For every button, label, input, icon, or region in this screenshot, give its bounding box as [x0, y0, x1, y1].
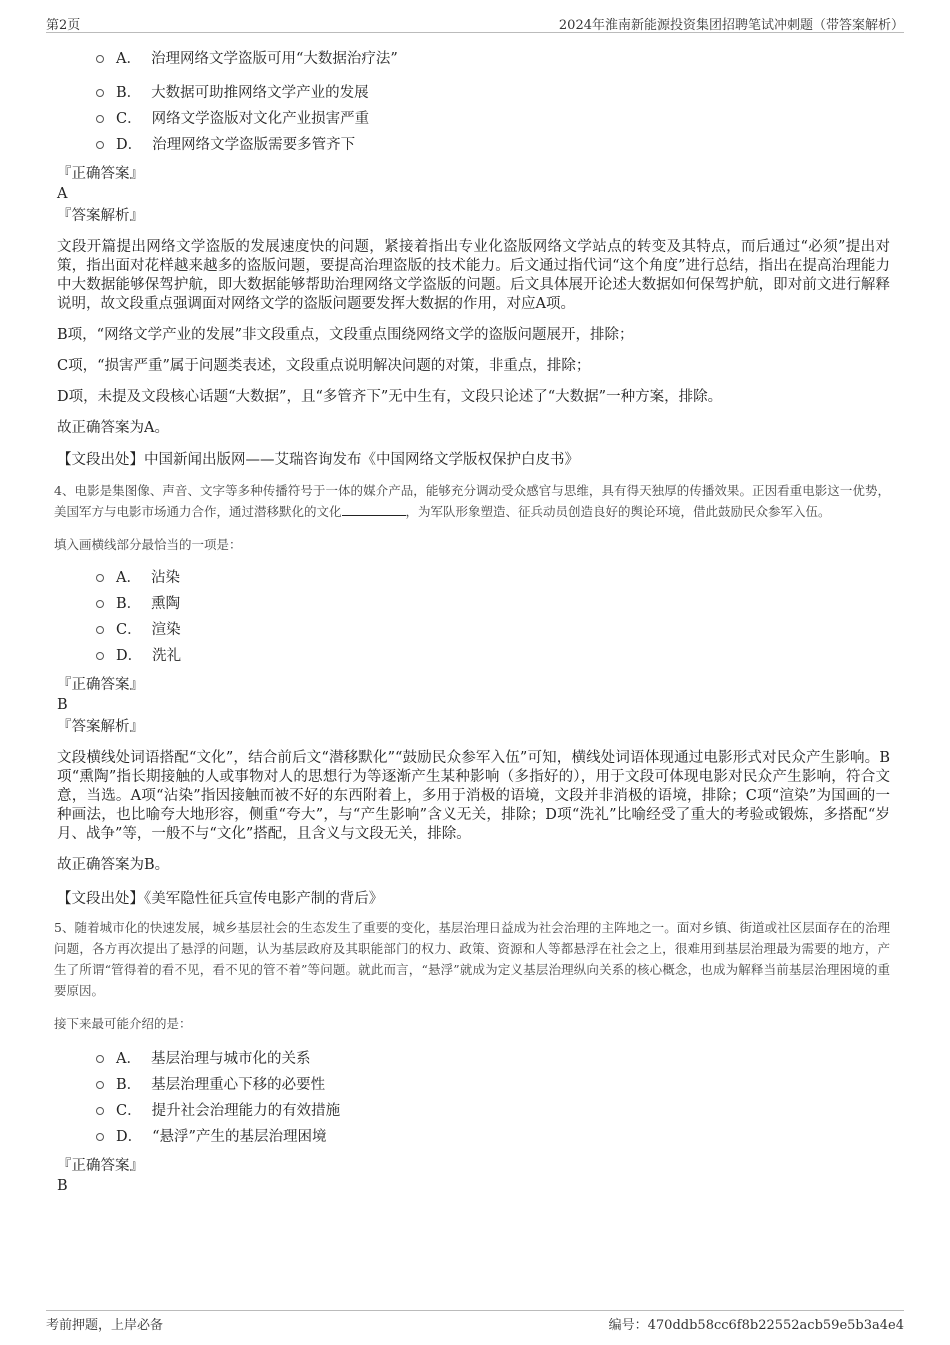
- q3-source: 【文段出处】中国新闻出版网——艾瑞咨询发布《中国网络文学版权保护白皮书》: [57, 452, 579, 468]
- page-number: 第2页: [46, 18, 81, 33]
- radio-icon[interactable]: [96, 1055, 104, 1063]
- radio-icon[interactable]: [96, 626, 104, 634]
- radio-icon[interactable]: [96, 115, 104, 123]
- q3-option-d[interactable]: D． 治理网络文学盗版需要多管齐下: [57, 132, 890, 158]
- q4-option-c[interactable]: C． 渲染: [57, 617, 890, 643]
- q4-options: [57, 565, 890, 669]
- q4-option-a[interactable]: A． 沾染: [57, 565, 890, 591]
- q4-analysis-2: 故正确答案为B。: [57, 857, 170, 873]
- page-header: [46, 12, 904, 33]
- q3-analysis-1: 文段开篇提出网络文学盗版的发展速度快的问题，紧接着指出专业化盗版网络文学站点的转变及其特点，而后通过“必须”提出对策，指出面对花样越来越多的盗版问题，要提高治理盗版的技术能力。后文通过指代词“这个角度”进行总结，指出在提高治理能力中大数据能够保驾护航，即大数据能够帮助治理网络文学盗版的问题。后文具体展开论述大数据如何保驾护航，即对前文进行解释说明，故文段重点强调面对网络文学的盗版问题要发挥大数据的作用，对应A项。: [57, 239, 890, 312]
- q4-stem: 4、电影是集图像、声音、文字等多种传播符号于一体的媒介产品，能够充分调动受众感官与思维，具有得天独厚的传播效果。正因看重电影这一优势，美国军方与电影市场通力合作，通过潜移默化的文化 ，为军队形象塑造、征兵动员创造良好的舆论环境，借此鼓励民众参军入伍。: [54, 483, 890, 519]
- document-body: [54, 40, 890, 1196]
- q3-answer-label: 『正确答案』: [57, 166, 144, 182]
- q4-answer: B: [57, 697, 68, 713]
- radio-icon[interactable]: [96, 600, 104, 608]
- q3-option-b[interactable]: B． 大数据可助推网络文学产业的发展: [57, 80, 890, 106]
- document-title: 2024年淮南新能源投资集团招聘笔试冲刺题（带答案解析）: [558, 18, 904, 33]
- q4-analysis-label: 『答案解析』: [57, 719, 144, 735]
- q5-options: [57, 1046, 890, 1150]
- document-id: 编号：470ddb58cc6f8b22552acb59e5b3a4e4: [608, 1318, 904, 1333]
- footer-slogan: 考前押题，上岸必备: [46, 1318, 164, 1333]
- radio-icon[interactable]: [96, 1133, 104, 1141]
- q4-option-d[interactable]: D． 洗礼: [57, 643, 890, 669]
- q3-analysis-5: 故正确答案为A。: [57, 420, 169, 436]
- radio-icon[interactable]: [96, 1107, 104, 1115]
- radio-icon[interactable]: [96, 55, 104, 63]
- radio-icon[interactable]: [96, 89, 104, 97]
- q3-option-c[interactable]: C． 网络文学盗版对文化产业损害严重: [57, 106, 890, 132]
- fill-blank: [342, 503, 406, 516]
- radio-icon[interactable]: [96, 1081, 104, 1089]
- q4-analysis-1: 文段横线处词语搭配“文化”，结合前后文“潜移默化”“鼓励民众参军入伍”可知，横线处词语体现通过电影形式对民众产生影响。B项“熏陶”指长期接触的人或事物对人的思想行为等逐渐产生某种影响（多指好的），用于文段可体现电影对民众产生影响，符合文意，当选。A项“沾染”指因接触而被不好的东西附着上，多用于消极的语境，文段并非消极的语境，排除；C项“渲染”为国画的一种画法，也比喻夸大地形容，侧重“夸大”，与“产生影响”含义无关，排除；D项“洗礼”比喻经受了重大的考验或锻炼，多搭配“岁月、战争”等，一般不与“文化”搭配，且含义与文段无关，排除。: [57, 750, 890, 842]
- q5-option-a[interactable]: A． 基层治理与城市化的关系: [57, 1046, 890, 1072]
- q3-options: [57, 46, 890, 158]
- q5-prompt: 接下来最可能介绍的是：: [54, 1016, 192, 1031]
- q4-option-b[interactable]: B． 熏陶: [57, 591, 890, 617]
- radio-icon[interactable]: [96, 141, 104, 149]
- page-footer: [46, 1310, 904, 1335]
- radio-icon[interactable]: [96, 574, 104, 582]
- q3-analysis-2: B项，“网络文学产业的发展”非文段重点，文段重点围绕网络文学的盗版问题展开，排除；: [57, 327, 634, 343]
- q3-analysis-4: D项，未提及文段核心话题“大数据”，且“多管齐下”无中生有，文段只论述了“大数据”一种方案，排除。: [57, 389, 723, 405]
- radio-icon[interactable]: [96, 652, 104, 660]
- q5-answer-label: 『正确答案』: [57, 1158, 144, 1174]
- q5-stem: 5、随着城市化的快速发展，城乡基层社会的生态发生了重要的变化，基层治理日益成为社会治理的主阵地之一。面对乡镇、街道或社区层面存在的治理问题，各方再次提出了悬浮的问题，认为基层政府及其职能部门的权力、政策、资源和人等都悬浮在社会之上，很难用到基层治理最为需要的地方，产生了所谓“管得着的看不见，看不见的管不着”等问题。就此而言，“悬浮”就成为定义基层治理纵向关系的核心概念，也成为解释当前基层治理困境的重要原因。: [54, 920, 890, 998]
- q4-answer-label: 『正确答案』: [57, 677, 144, 693]
- q5-option-b[interactable]: B． 基层治理重心下移的必要性: [57, 1072, 890, 1098]
- q3-option-a[interactable]: A． 治理网络文学盗版可用“大数据治疗法”: [57, 46, 890, 72]
- q5-option-d[interactable]: D． “悬浮”产生的基层治理困境: [57, 1124, 890, 1150]
- q4-prompt: 填入画横线部分最恰当的一项是：: [54, 537, 242, 552]
- q3-analysis-3: C项，“损害严重”属于问题类表述，文段重点说明解决问题的对策，非重点，排除；: [57, 358, 591, 374]
- q3-analysis-label: 『答案解析』: [57, 208, 144, 224]
- q5-option-c[interactable]: C． 提升社会治理能力的有效措施: [57, 1098, 890, 1124]
- q3-answer: A: [57, 186, 68, 202]
- q4-source: 【文段出处】《美军隐性征兵宣传电影产制的背后》: [57, 891, 384, 907]
- q5-answer: B: [57, 1178, 68, 1194]
